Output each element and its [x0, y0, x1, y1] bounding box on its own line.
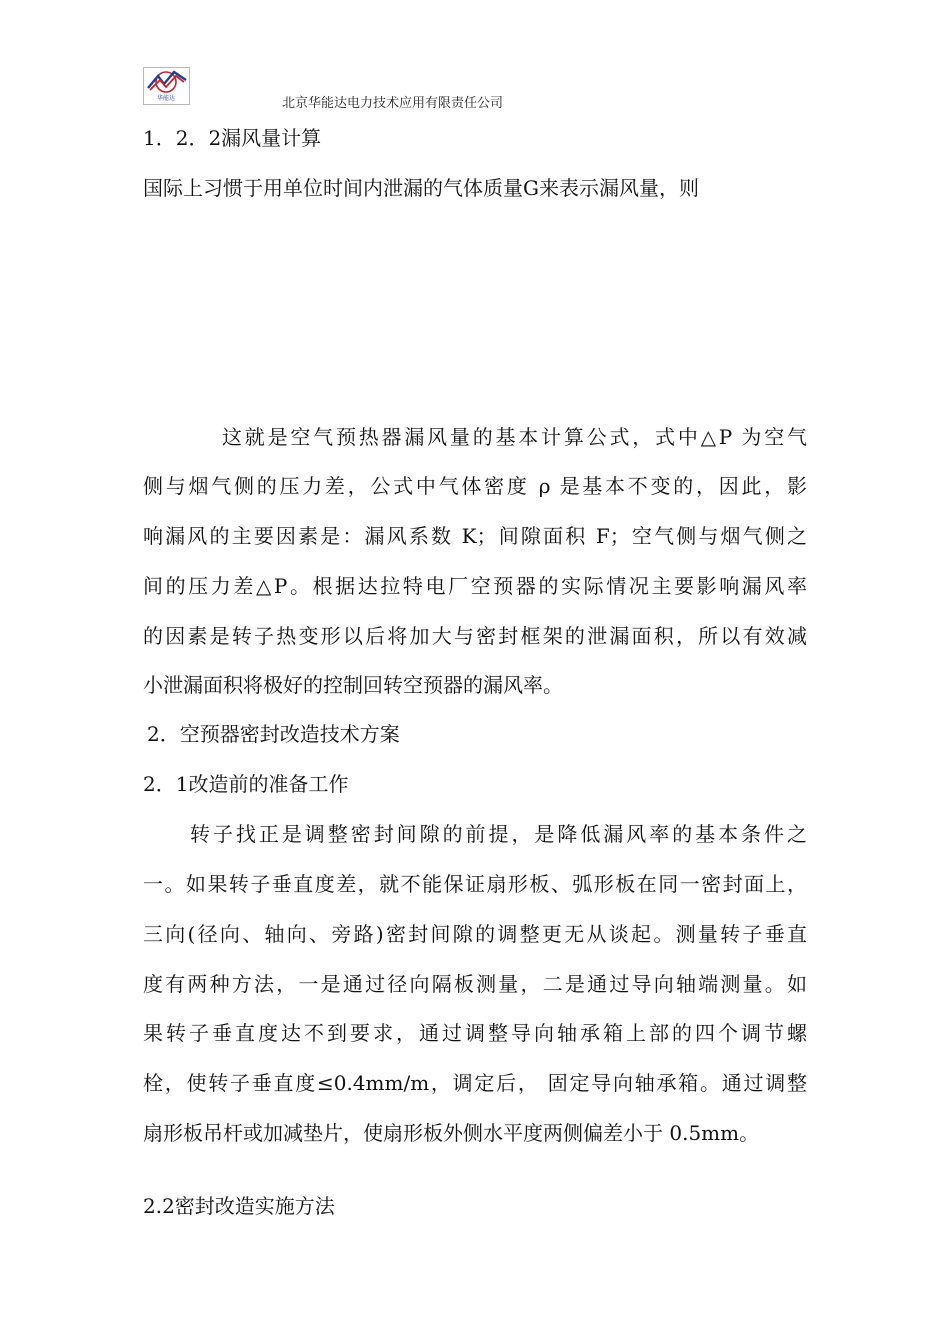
- header-company-name: 北京华能达电力技术应用有限责任公司: [282, 96, 504, 111]
- paragraph-line: 栓，使转子垂直度≤0.4mm/m，调定后， 固定导向轴承箱。通过调整: [143, 1071, 807, 1095]
- paragraph-line: 扇形板吊杆或加减垫片，使扇形板外侧水平度两侧偏差小于 0.5mm。: [143, 1121, 760, 1145]
- paragraph-line: 这就是空气预热器漏风量的基本计算公式，式中△P 为空气: [222, 425, 807, 449]
- section-heading-2-2: 2.2密封改造实施方法: [143, 1194, 335, 1218]
- svg-text:华能达: 华能达: [156, 95, 176, 102]
- paragraph-line: 响漏风的主要因素是：漏风系数 K；间隙面积 F；空气侧与烟气侧之: [143, 524, 807, 548]
- company-logo: [143, 67, 190, 105]
- paragraph-line: 的因素是转子热变形以后将加大与密封框架的泄漏面积，所以有效减: [143, 624, 807, 648]
- paragraph-line: 小泄漏面积将极好的控制回转空预器的漏风率。: [143, 673, 563, 697]
- paragraph-line: 一。如果转子垂直度差，就不能保证扇形板、弧形板在同一密封面上，: [143, 872, 807, 896]
- paragraph-line: 三向(径向、轴向、旁路)密封间隙的调整更无从谈起。测量转子垂直: [143, 922, 807, 946]
- section-heading-1-2-2: 1．2．2漏风量计算: [143, 126, 322, 150]
- section-heading-2: 2．空预器密封改造技术方案: [147, 722, 400, 746]
- paragraph-line: 侧与烟气侧的压力差，公式中气体密度 ρ 是基本不变的，因此，影: [143, 474, 807, 498]
- logo-emblem-icon: [144, 68, 189, 104]
- section-heading-2-1: 2．1改造前的准备工作: [143, 772, 349, 796]
- paragraph-line: 度有两种方法，一是通过径向隔板测量，二是通过导向轴端测量。如: [143, 972, 807, 996]
- paragraph-line: 间的压力差△P。根据达拉特电厂空预器的实际情况主要影响漏风率: [143, 574, 807, 598]
- paragraph-line: 转子找正是调整密封间隙的前提，是降低漏风率的基本条件之: [190, 822, 807, 846]
- paragraph-line: 果转子垂直度达不到要求，通过调整导向轴承箱上部的四个调节螺: [143, 1021, 807, 1045]
- intro-paragraph: 国际上习惯于用单位时间内泄漏的气体质量G来表示漏风量，则: [143, 176, 699, 200]
